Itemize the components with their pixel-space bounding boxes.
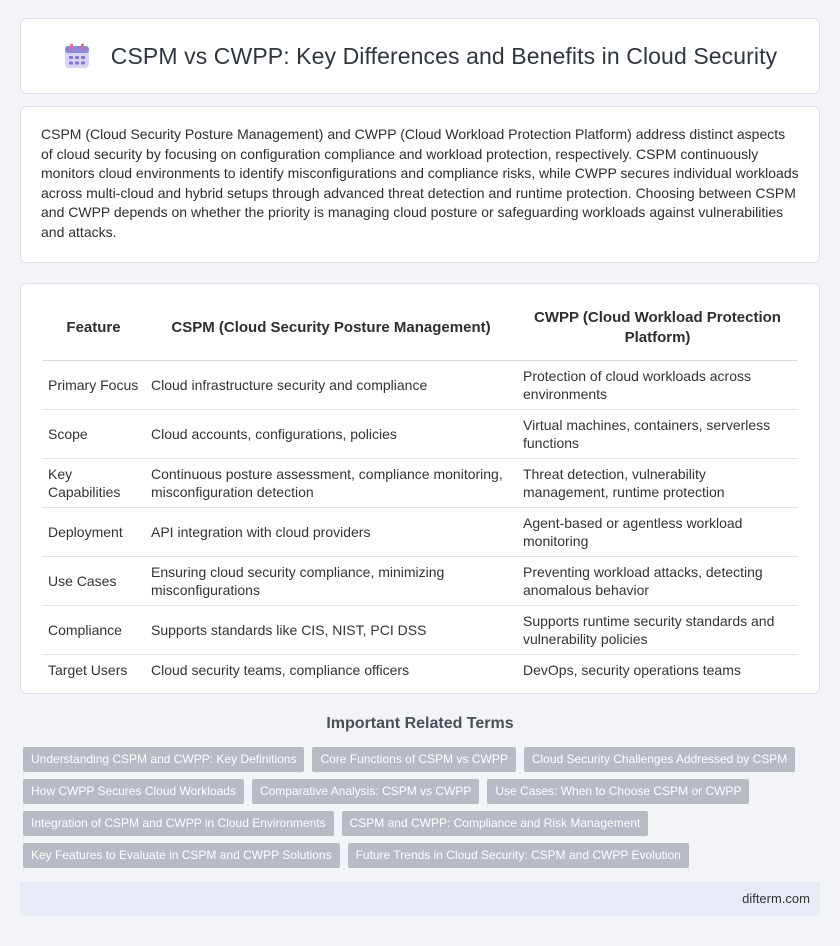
related-term-tag[interactable]: Comparative Analysis: CSPM vs CWPP xyxy=(252,779,479,804)
page-title: CSPM vs CWPP: Key Differences and Benefits in Cloud Security xyxy=(110,42,778,69)
feature-cell: Primary Focus xyxy=(42,360,145,409)
cspm-cell: Continuous posture assessment, compliance monitoring, misconfiguration detection xyxy=(145,458,517,507)
related-term-tag[interactable]: Future Trends in Cloud Security: CSPM and CWPP Evolution xyxy=(348,843,689,868)
table-row xyxy=(42,458,798,507)
cwpp-cell: Supports runtime security standards and vulnerability policies xyxy=(517,605,798,654)
table-row xyxy=(42,654,798,685)
tag-row xyxy=(23,747,823,772)
calendar-icon xyxy=(63,42,91,70)
cspm-cell: Cloud infrastructure security and compliance xyxy=(145,360,517,409)
comparison-table-card xyxy=(20,283,820,694)
footer xyxy=(20,882,820,916)
feature-cell: Compliance xyxy=(42,605,145,654)
table-row xyxy=(42,556,798,605)
table-row xyxy=(42,507,798,556)
related-term-tag[interactable]: CSPM and CWPP: Compliance and Risk Management xyxy=(342,811,649,836)
related-terms-heading: Important Related Terms xyxy=(326,715,514,732)
related-term-tag[interactable]: Integration of CSPM and CWPP in Cloud Environments xyxy=(23,811,334,836)
column-header-feature: Feature xyxy=(42,296,145,360)
table-row xyxy=(42,605,798,654)
cwpp-cell: DevOps, security operations teams xyxy=(523,661,741,678)
intro-text: CSPM (Cloud Security Posture Management) and CWPP (Cloud Workload Protection Platform) address distinct aspects of cloud security by focusing on configuration compliance and workload protection, respectively. CSPM continuously monitors cloud environments to identify misconfigurations and compliance risks, while CWPP secures individual workloads across multi-cloud and hybrid setups through advanced threat detection and runtime protection. Choosing between CSPM and CWPP depends on whether the priority is managing cloud posture or safeguarding workloads against vulnerabilities and attacks. xyxy=(41,126,799,240)
related-term-tag[interactable]: Core Functions of CSPM vs CWPP xyxy=(312,747,515,772)
related-term-tag[interactable]: How CWPP Secures Cloud Workloads xyxy=(23,779,244,804)
tag-row xyxy=(23,779,823,804)
cwpp-cell: Agent-based or agentless workload monitoring xyxy=(517,507,798,556)
intro-card xyxy=(20,106,820,263)
cspm-cell: Cloud security teams, compliance officers xyxy=(151,661,410,678)
comparison-table xyxy=(42,296,798,685)
column-header-cwpp: CWPP (Cloud Workload Protection Platform) xyxy=(517,296,798,360)
related-term-tag[interactable]: Understanding CSPM and CWPP: Key Definitions xyxy=(23,747,304,772)
cspm-cell: Cloud accounts, configurations, policies xyxy=(145,409,517,458)
feature-cell: Use Cases xyxy=(42,556,145,605)
related-term-tag[interactable]: Key Features to Evaluate in CSPM and CWPP Solutions xyxy=(23,843,340,868)
table-row xyxy=(42,409,798,458)
related-term-tag[interactable]: Use Cases: When to Choose CSPM or CWPP xyxy=(487,779,749,804)
cwpp-cell: Preventing workload attacks, detecting anomalous behavior xyxy=(517,556,798,605)
feature-cell: Key Capabilities xyxy=(42,458,145,507)
footer-site-link[interactable]: difterm.com xyxy=(742,891,810,906)
related-term-tag[interactable]: Cloud Security Challenges Addressed by CSPM xyxy=(524,747,795,772)
feature-cell: Scope xyxy=(42,409,145,458)
feature-cell: Target Users xyxy=(48,661,128,678)
related-terms-list xyxy=(23,747,823,875)
header-card xyxy=(20,18,820,94)
tag-row xyxy=(23,811,823,836)
cspm-cell: Ensuring cloud security compliance, minimizing misconfigurations xyxy=(145,556,517,605)
table-row xyxy=(42,360,798,409)
cspm-cell: API integration with cloud providers xyxy=(145,507,517,556)
cwpp-cell: Threat detection, vulnerability management, runtime protection xyxy=(517,458,798,507)
tag-row xyxy=(23,843,823,868)
column-header-cspm: CSPM (Cloud Security Posture Management) xyxy=(145,296,517,360)
cspm-cell: Supports standards like CIS, NIST, PCI DSS xyxy=(145,605,517,654)
feature-cell: Deployment xyxy=(42,507,145,556)
table-header-row xyxy=(42,296,798,360)
cwpp-cell: Protection of cloud workloads across environments xyxy=(517,360,798,409)
cwpp-cell: Virtual machines, containers, serverless functions xyxy=(517,409,798,458)
